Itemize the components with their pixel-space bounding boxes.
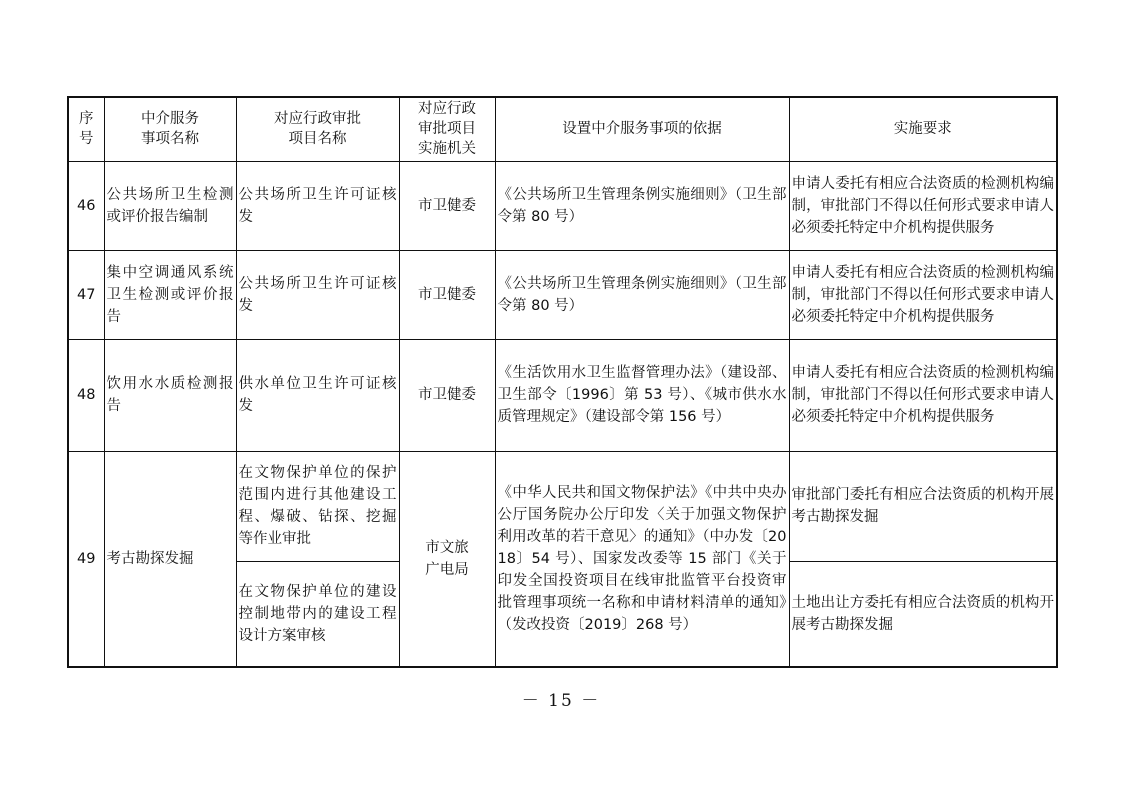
row-agency: 市卫健委 xyxy=(399,161,495,250)
row-agency: 市文旅 广电局 xyxy=(399,451,495,667)
row-agency: 市卫健委 xyxy=(399,339,495,451)
row-approval-item-a: 在文物保护单位的保护范围内进行其他建设工程、爆破、钻探、挖掘等作业审批 xyxy=(236,451,399,561)
row-serial-number: 49 xyxy=(68,451,104,667)
row-service-name: 公共场所卫生检测或评价报告编制 xyxy=(104,161,236,250)
table-row xyxy=(68,339,1057,451)
header-basis: 设置中介服务事项的依据 xyxy=(495,97,789,161)
row-approval-item-b: 在文物保护单位的建设控制地带内的建设工程设计方案审核 xyxy=(236,561,399,667)
row-serial-number: 47 xyxy=(68,250,104,339)
header-agency: 对应行政 审批项目 实施机关 xyxy=(399,97,495,161)
row-agency: 市卫健委 xyxy=(399,250,495,339)
row-service-name: 考古勘探发掘 xyxy=(104,451,236,667)
row-basis: 《生活饮用水卫生监督管理办法》（建设部、卫生部令〔1996〕第 53 号）、《城市供水水质管理规定》（建设部令第 156 号） xyxy=(495,339,789,451)
page-number: － 15 － xyxy=(521,691,601,711)
row-requirement: 申请人委托有相应合法资质的检测机构编制，审批部门不得以任何形式要求申请人必须委托特定中介机构提供服务 xyxy=(789,339,1057,451)
table-row xyxy=(68,451,1057,561)
intermediary-services-table xyxy=(67,96,1058,668)
row-basis: 《中华人民共和国文物保护法》《中共中央办公厅国务院办公厅印发〈关于加强文物保护利用改革的若干意见〉的通知》（中办发〔2018〕54 号）、国家发改委等 15 部门《关于印发全国投资项目在线审批监管平台投资审批管理事项统一名称和申请材料清单的通知》（发改投资〔2019〕268 号） xyxy=(495,451,789,667)
table-row xyxy=(68,161,1057,250)
row-service-name: 饮用水水质检测报告 xyxy=(104,339,236,451)
row-approval-item: 供水单位卫生许可证核发 xyxy=(236,339,399,451)
row-basis: 《公共场所卫生管理条例实施细则》（卫生部令第 80 号） xyxy=(495,161,789,250)
table-header-row xyxy=(68,97,1057,161)
row-requirement-b: 土地出让方委托有相应合法资质的机构开展考古勘探发掘 xyxy=(789,561,1057,667)
row-basis: 《公共场所卫生管理条例实施细则》（卫生部令第 80 号） xyxy=(495,250,789,339)
header-approval-item: 对应行政审批 项目名称 xyxy=(236,97,399,161)
row-requirement: 申请人委托有相应合法资质的检测机构编制，审批部门不得以任何形式要求申请人必须委托特定中介机构提供服务 xyxy=(789,161,1057,250)
header-requirement: 实施要求 xyxy=(789,97,1057,161)
row-service-name: 集中空调通风系统卫生检测或评价报告 xyxy=(104,250,236,339)
row-serial-number: 46 xyxy=(68,161,104,250)
row-requirement: 申请人委托有相应合法资质的检测机构编制，审批部门不得以任何形式要求申请人必须委托特定中介机构提供服务 xyxy=(789,250,1057,339)
header-serial-number: 序 号 xyxy=(68,97,104,161)
row-approval-item: 公共场所卫生许可证核发 xyxy=(236,250,399,339)
row-serial-number: 48 xyxy=(68,339,104,451)
table-row xyxy=(68,250,1057,339)
header-service-name: 中介服务 事项名称 xyxy=(104,97,236,161)
row-approval-item: 公共场所卫生许可证核发 xyxy=(236,161,399,250)
row-requirement-a: 审批部门委托有相应合法资质的机构开展考古勘探发掘 xyxy=(789,451,1057,561)
